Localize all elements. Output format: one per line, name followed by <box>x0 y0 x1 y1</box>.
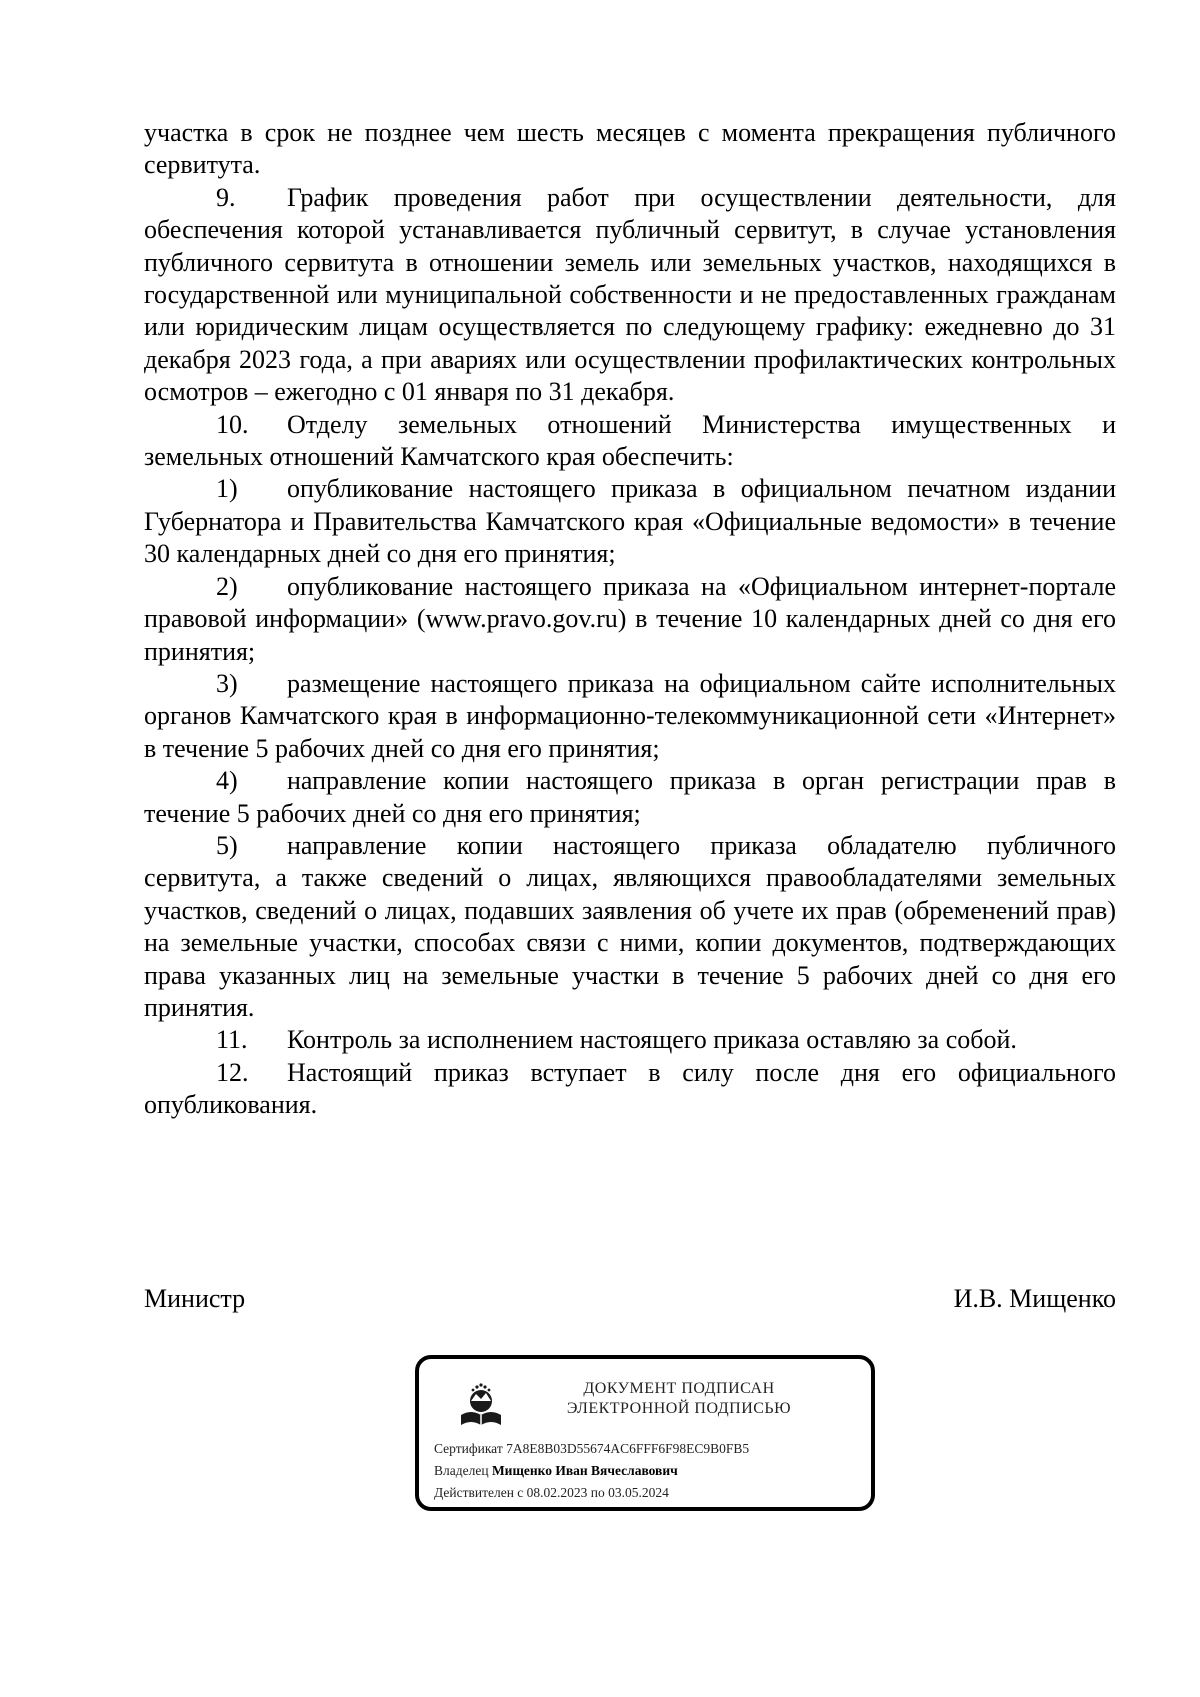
paragraph-text: направление копии настоящего приказа в орган регистрации прав в течение 5 рабочих дней со дня его принятия; <box>144 766 1116 828</box>
stamp-title <box>529 1379 829 1419</box>
owner-label: Владелец <box>434 1463 489 1478</box>
kamchatka-emblem-icon <box>457 1381 505 1429</box>
paragraph-number: 12. <box>216 1057 249 1087</box>
paragraph-text: Контроль за исполнением настоящего приказа оставляю за собой. <box>287 1025 1017 1055</box>
stamp-title-line-2: ЭЛЕКТРОННОЙ ПОДПИСЬЮ <box>566 1400 792 1417</box>
valid-to: 03.05.2024 <box>608 1485 669 1500</box>
paragraph-text: опубликование настоящего приказа на «Официальном интернет-портале правовой информации» (www.pravo.gov.ru) в течение 10 календарных дней со дня его принятия; <box>144 571 1116 666</box>
paragraph <box>144 668 1116 765</box>
electronic-signature-stamp <box>415 1355 875 1511</box>
document-body <box>144 117 1116 1122</box>
certificate-label: Сертификат <box>434 1441 503 1456</box>
paragraph-text: График проведения работ при осуществлении деятельности, для обеспечения которой устанавливается публичный сервитут, в случае установления публичного сервитута в отношении земель или земельных участков, находящихся в государственной или муниципальной собственности и не предоставленных гражданам или юридическим лицам осуществляется по следующему графику: ежедневно до 31 декабря 2023 года, а при авариях или осуществлении профилактических контрольных осмотров – ежегодно с 01 января по 31 декабря. <box>144 182 1116 407</box>
paragraph-text: Отделу земельных отношений Министерства имущественных и земельных отношений Камчатского края обеспечить: <box>144 409 1116 472</box>
paragraph-number: 1) <box>216 474 238 504</box>
paragraph-text: опубликование настоящего приказа в официальном печатном издании Губернатора и Правительства Камчатского края «Официальные ведомости» в течение 30 календарных дней со дня его принятия; <box>144 474 1116 569</box>
owner-value: Мищенко Иван Вячеславович <box>491 1463 678 1478</box>
paragraph-number: 5) <box>216 830 238 860</box>
stamp-title-line-1: ДОКУМЕНТ ПОДПИСАН <box>583 1380 775 1397</box>
paragraph-number: 4) <box>216 766 238 796</box>
paragraph <box>144 182 1116 409</box>
valid-from: 08.02.2023 <box>526 1485 588 1500</box>
paragraph-text: размещение настоящего приказа на официальном сайте исполнительных органов Камчатского края в информационно-телекоммуникационной сети «Интернет» в течение 5 рабочих дней со дня его принятия; <box>144 668 1116 763</box>
signature-block <box>144 1283 1116 1315</box>
paragraph <box>144 765 1116 830</box>
valid-to-label: по <box>590 1485 605 1500</box>
paragraph-number: 9. <box>216 182 236 212</box>
stamp-owner <box>434 1462 678 1479</box>
paragraph <box>144 409 1116 474</box>
certificate-value: 7A8E8B03D55674AC6FFF6F98EC9B0FB5 <box>506 1441 750 1456</box>
paragraph <box>144 571 1116 668</box>
paragraph-text: Настоящий приказ вступает в силу после дня его официального опубликования. <box>144 1057 1116 1120</box>
paragraph-number: 2) <box>216 571 238 601</box>
paragraph <box>144 830 1116 1024</box>
signer-position: Министр <box>144 1284 246 1313</box>
paragraph-number: 3) <box>216 668 238 698</box>
valid-label: Действителен с <box>434 1485 524 1500</box>
paragraph <box>144 473 1116 570</box>
paragraph <box>144 117 1116 182</box>
signer-name: И.В. Мищенко <box>953 1284 1116 1313</box>
paragraph <box>144 1057 1116 1122</box>
paragraph-number: 11. <box>216 1025 248 1055</box>
paragraph-number: 10. <box>216 409 249 439</box>
paragraph-text: участка в срок не позднее чем шесть месяцев с момента прекращения публичного сервитута. <box>144 118 1116 180</box>
stamp-certificate <box>434 1440 749 1457</box>
paragraph <box>144 1024 1116 1056</box>
stamp-validity <box>434 1484 669 1501</box>
paragraph-text: направление копии настоящего приказа обладателю публичного сервитута, а также сведений о лицах, являющихся правообладателями земельных участков, сведений о лицах, подавших заявления об учете их прав (обременений прав) на земельные участки, способах связи с ними, копии документов, подтверждающих права указанных лиц на земельные участки в течение 5 рабочих дней со дня его принятия. <box>144 830 1116 1022</box>
